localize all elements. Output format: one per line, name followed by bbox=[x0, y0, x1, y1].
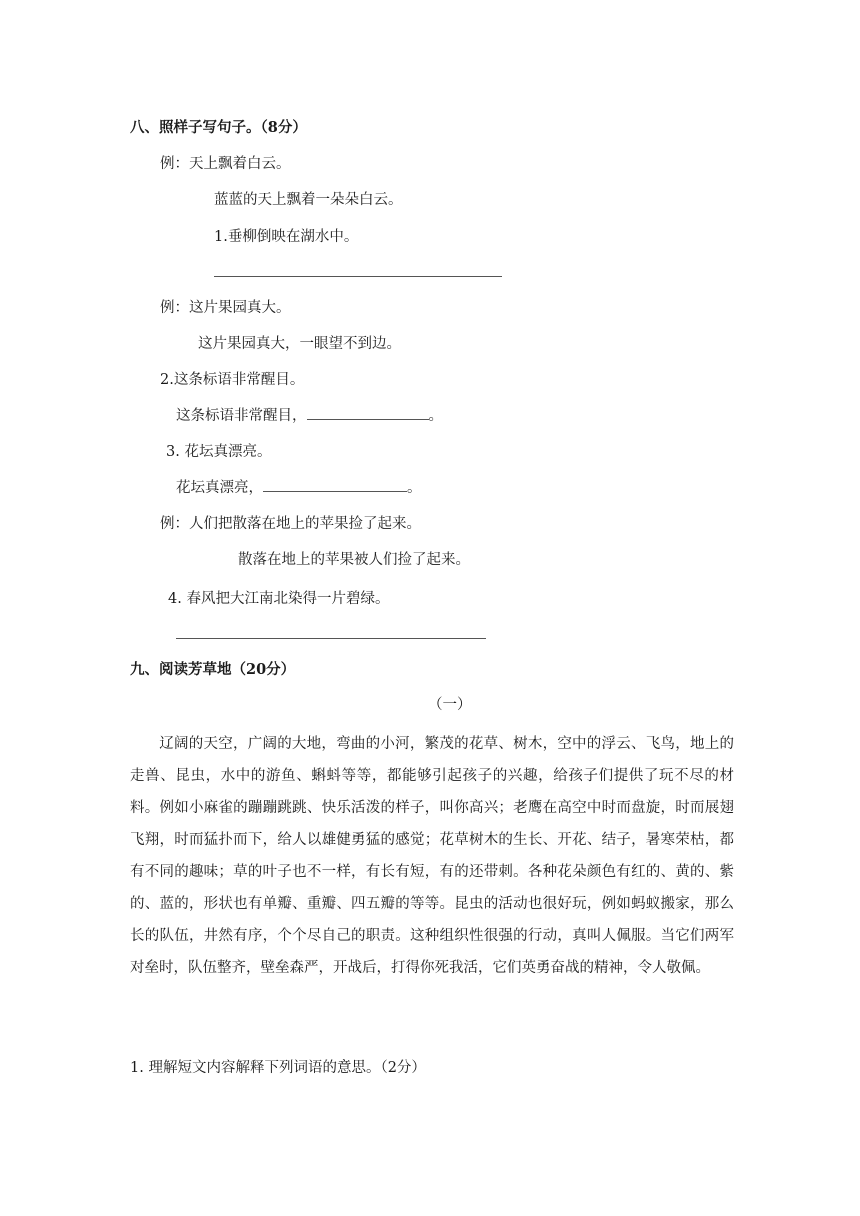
example-1-answer: 蓝蓝的天上飘着一朵朵白云。 bbox=[214, 192, 403, 208]
reading-passage bbox=[130, 728, 734, 984]
passage-part-label: （一） bbox=[428, 697, 472, 713]
example-3-label: 例：人们把散落在地上的苹果捡了起来。 bbox=[160, 516, 421, 532]
section-9-heading: 九、阅读芳草地（20分） bbox=[130, 661, 296, 678]
question-3-end: 。 bbox=[407, 480, 422, 496]
question-2-sentence bbox=[176, 406, 443, 426]
answer-line-1[interactable] bbox=[214, 276, 502, 277]
example-2-label: 例：这片果园真大。 bbox=[160, 300, 291, 316]
question-3: 3. 花坛真漂亮。 bbox=[166, 444, 272, 460]
answer-line-4[interactable] bbox=[176, 638, 486, 639]
section-9-question-1: 1. 理解短文内容解释下列词语的意思。（2分） bbox=[130, 1060, 426, 1076]
question-3-sentence bbox=[176, 478, 422, 498]
question-2-stem: 这条标语非常醒目， bbox=[176, 408, 307, 424]
question-3-stem: 花坛真漂亮， bbox=[176, 480, 263, 496]
passage-text: 辽阔的天空，广阔的大地，弯曲的小河，繁茂的花草、树木，空中的浮云、飞鸟，地上的走兽、昆虫，水中的游鱼、蝌蚪等等，都能够引起孩子的兴趣，给孩子们提供了玩不尽的材料。例如小麻雀的蹦蹦跳跳、快乐活泼的样子，叫你高兴；老鹰在高空中时而盘旋，时而展翅飞翔，时而猛扑而下，给人以雄健勇猛的感觉；花草树木的生长、开花、结子，暑寒荣枯，都有不同的趣味；草的叶子也不一样，有长有短，有的还带刺。各种花朵颜色有红的、黄的、紫的、蓝的，形状也有单瓣、重瓣、四五瓣的等等。昆虫的活动也很好玩，例如蚂蚁搬家，那么长的队伍，井然有序，个个尽自己的职责。这种组织性很强的行动，真叫人佩服。当它们两军对垒时，队伍整齐，壁垒森严，开战后，打得你死我活，它们英勇奋战的精神，令人敬佩。 bbox=[130, 736, 734, 976]
example-1-label: 例：天上飘着白云。 bbox=[160, 156, 291, 172]
example-3-answer: 散落在地上的苹果被人们捡了起来。 bbox=[238, 552, 470, 568]
question-2: 2.这条标语非常醒目。 bbox=[160, 372, 305, 388]
section-8-heading: 八、照样子写句子。（8分） bbox=[130, 119, 307, 136]
question-4: 4. 春风把大江南北染得一片碧绿。 bbox=[168, 591, 390, 607]
example-2-answer: 这片果园真大，一眼望不到边。 bbox=[198, 336, 401, 352]
answer-blank-3[interactable] bbox=[263, 479, 407, 492]
question-2-end: 。 bbox=[428, 408, 443, 424]
answer-blank-2[interactable] bbox=[307, 407, 429, 420]
question-1: 1.垂柳倒映在湖水中。 bbox=[214, 229, 359, 245]
